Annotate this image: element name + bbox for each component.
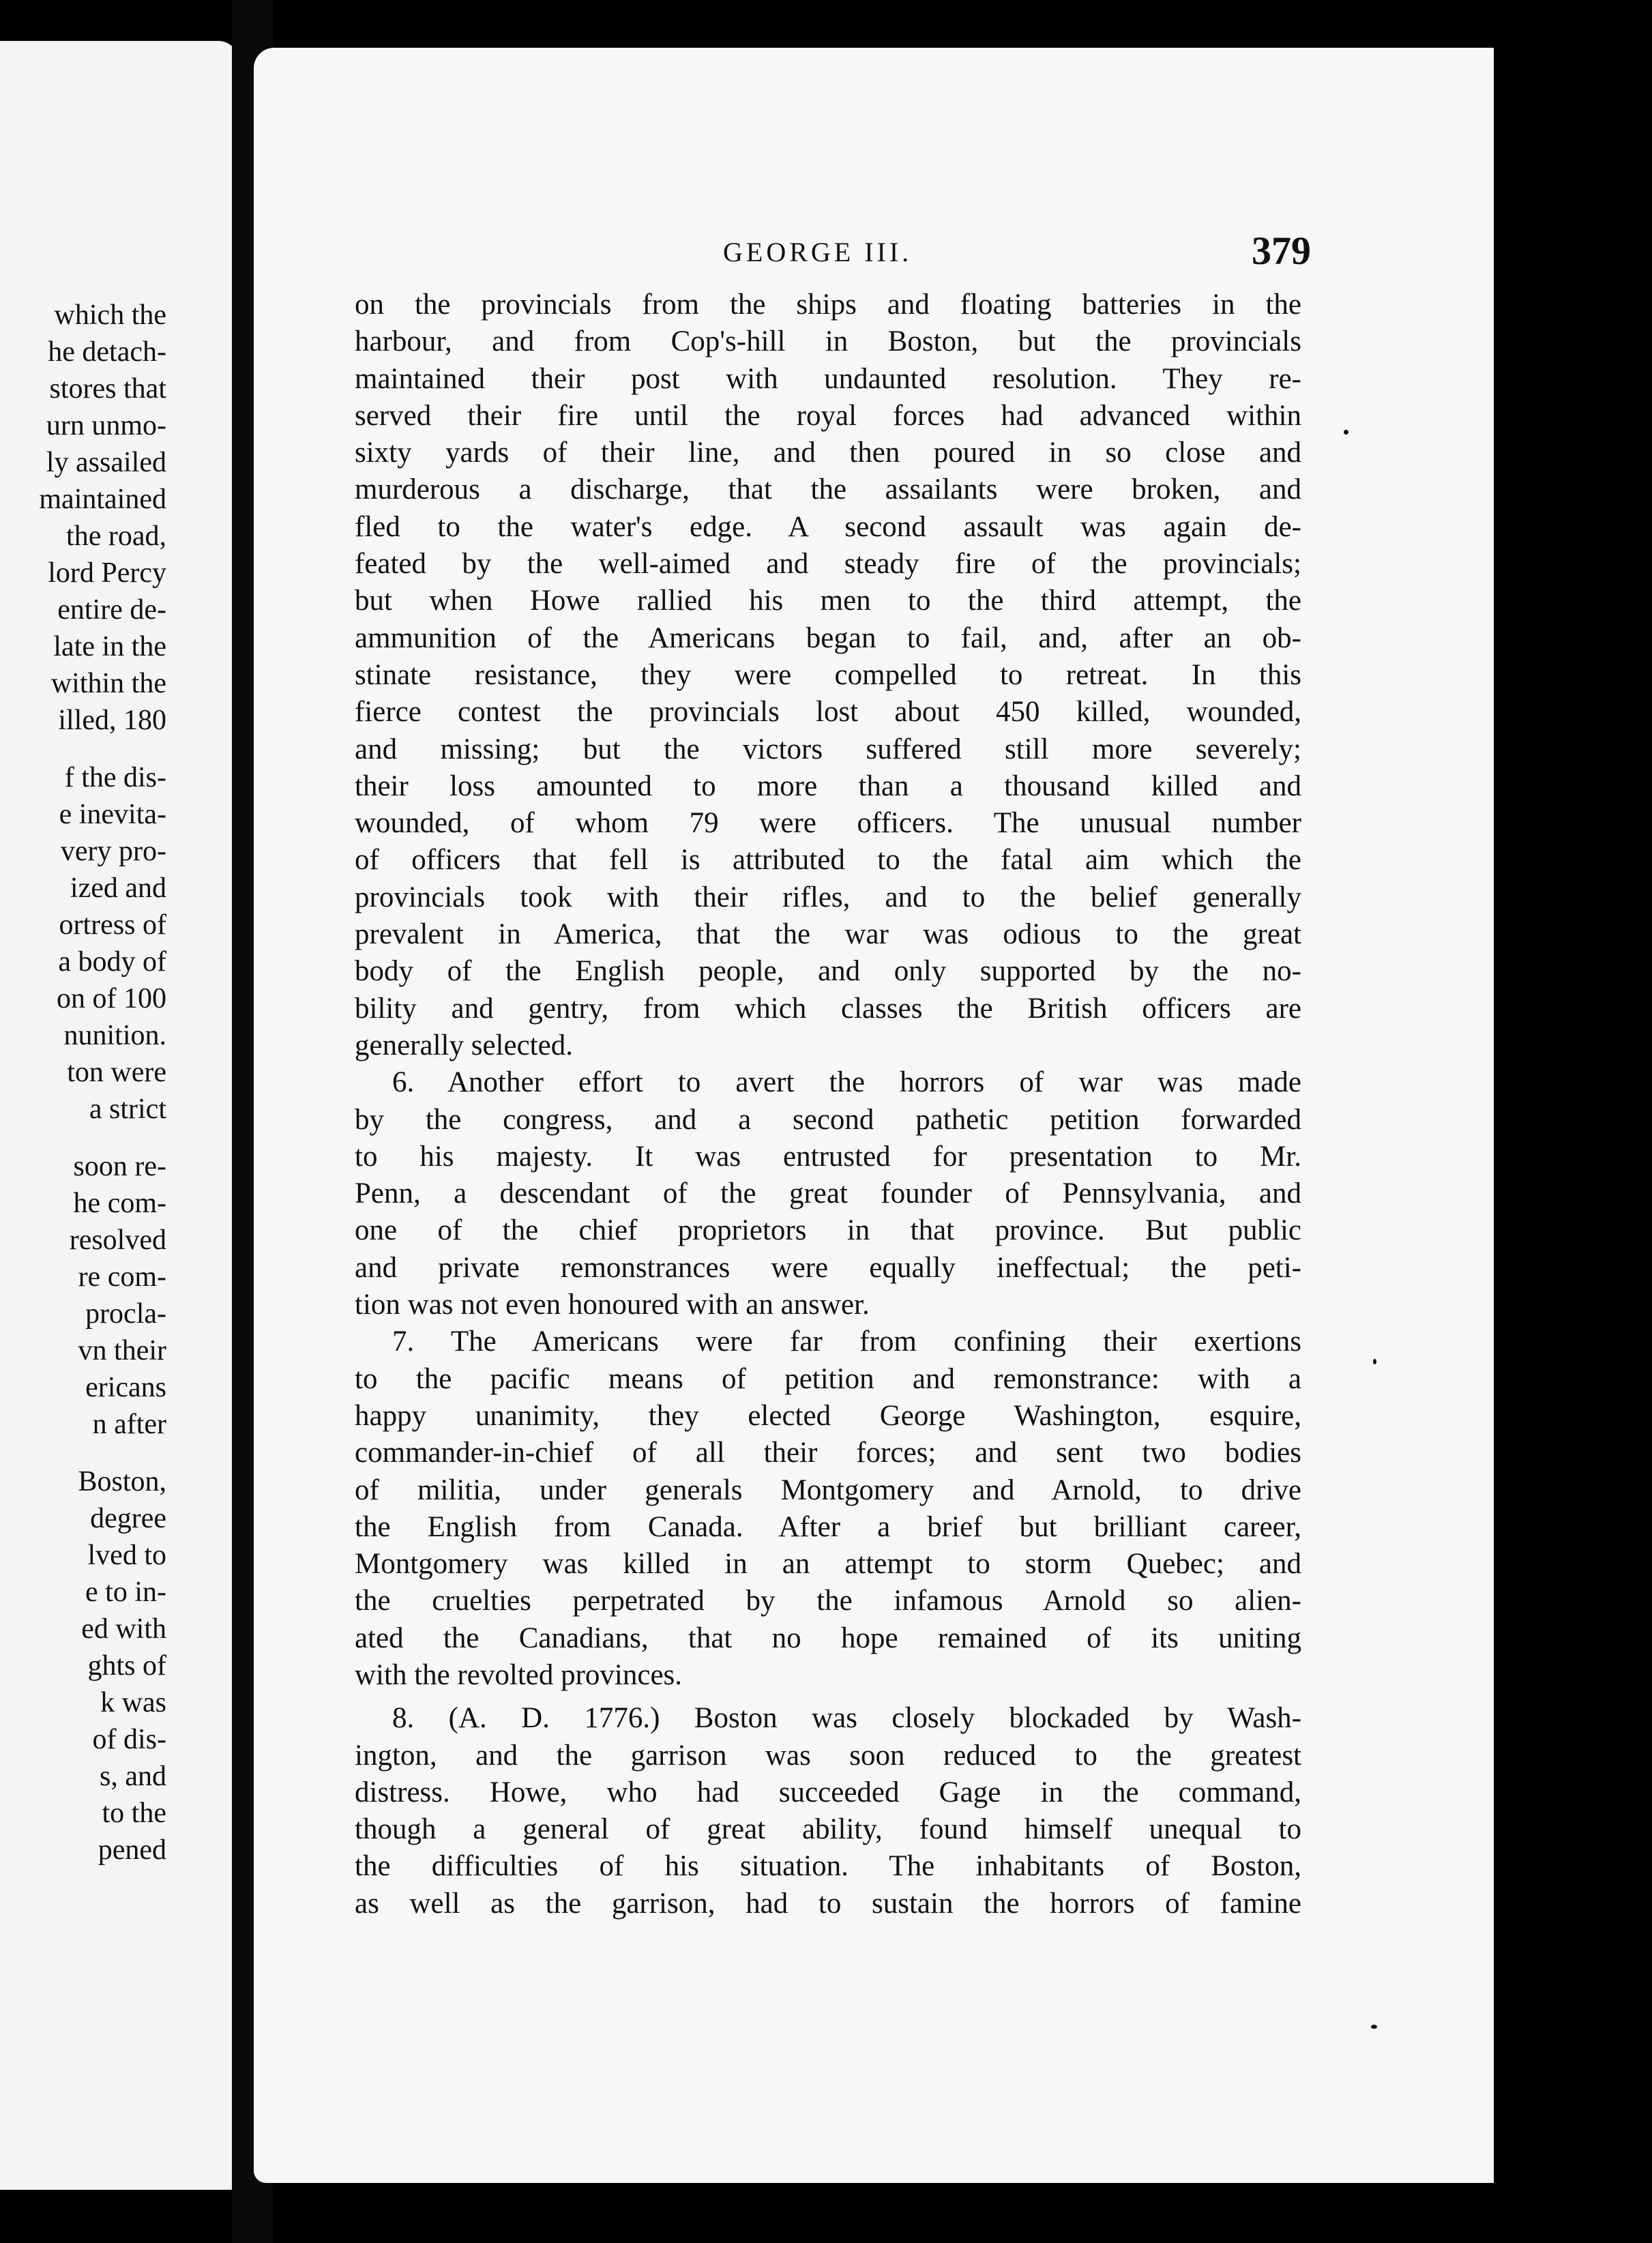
text-line: and private remonstrances were equally ineffectual; the peti- bbox=[355, 1251, 1301, 1284]
body-text bbox=[355, 287, 1301, 1922]
text-line: Penn, a descendant of the great founder of Pennsylvania, and bbox=[355, 1177, 1301, 1210]
text-line: body of the English people, and only supported by the no- bbox=[355, 955, 1301, 988]
left-line: e inevita- bbox=[59, 799, 166, 830]
text-line: murderous a discharge, that the assailants were broken, and bbox=[355, 473, 1301, 506]
text-line: of militia, under generals Montgomery and Arnold, to drive bbox=[355, 1474, 1301, 1506]
left-line: very pro- bbox=[60, 836, 166, 867]
left-line: vn their bbox=[78, 1335, 166, 1366]
left-line: ly assailed bbox=[46, 447, 166, 478]
left-line: e to in- bbox=[85, 1577, 166, 1608]
ink-speck bbox=[1344, 430, 1348, 435]
left-line: degree bbox=[90, 1503, 166, 1534]
text-line: fled to the water's edge. A second assault was again de- bbox=[355, 510, 1301, 543]
left-line: k was bbox=[100, 1687, 166, 1718]
text-line: their loss amounted to more than a thousand killed and bbox=[355, 769, 1301, 802]
left-line: lord Percy bbox=[48, 557, 166, 589]
text-line: tion was not even honoured with an answer. bbox=[355, 1289, 870, 1321]
text-line: happy unanimity, they elected George Washington, esquire, bbox=[355, 1399, 1301, 1432]
left-line: urn unmo- bbox=[46, 410, 166, 441]
text-line: served their fire until the royal forces had advanced within bbox=[355, 399, 1301, 432]
left-line: nunition. bbox=[63, 1020, 166, 1051]
text-line: but when Howe rallied his men to the third attempt, the bbox=[355, 585, 1301, 617]
text-line: ington, and the garrison was soon reduced to the greatest bbox=[355, 1739, 1301, 1772]
text-line: sixty yards of their line, and then poured in so close and bbox=[355, 437, 1301, 469]
text-line: bility and gentry, from which classes the British officers are bbox=[355, 992, 1301, 1025]
text-line: ammunition of the Americans began to fail, and, after an ob- bbox=[355, 621, 1301, 654]
left-line: a body of bbox=[58, 946, 166, 978]
left-line: a strict bbox=[89, 1094, 166, 1125]
left-line: ghts of bbox=[87, 1650, 166, 1682]
text-line: as well as the garrison, had to sustain the horrors of famine bbox=[355, 1887, 1301, 1920]
left-line: resolved bbox=[69, 1225, 166, 1256]
text-line: though a general of great ability, found himself unequal to bbox=[355, 1813, 1301, 1846]
text-line: distress. Howe, who had succeeded Gage in the command, bbox=[355, 1776, 1301, 1808]
text-line: on the provincials from the ships and floating batteries in the bbox=[355, 289, 1301, 321]
text-line: prevalent in America, that the war was odious to the great bbox=[355, 918, 1301, 951]
ink-speck bbox=[1371, 2025, 1377, 2029]
text-line: Montgomery was killed in an attempt to storm Quebec; and bbox=[355, 1548, 1301, 1581]
page-number: 379 bbox=[1252, 229, 1311, 273]
running-title: GEORGE III. bbox=[723, 237, 913, 267]
left-line: within the bbox=[50, 668, 166, 699]
text-line: stinate resistance, they were compelled to retreat. In this bbox=[355, 658, 1301, 691]
left-page-text bbox=[0, 297, 166, 1868]
text-line: the difficulties of his situation. The inhabitants of Boston, bbox=[355, 1850, 1301, 1883]
left-line: he com- bbox=[73, 1188, 166, 1219]
left-line: ized and bbox=[70, 873, 166, 904]
left-line: ericans bbox=[85, 1372, 166, 1403]
text-line: provincials took with their rifles, and to the belief generally bbox=[355, 881, 1301, 913]
left-line: pened bbox=[98, 1834, 166, 1866]
text-line: by the congress, and a second pathetic petition forwarded bbox=[355, 1103, 1301, 1136]
left-line: to the bbox=[102, 1798, 166, 1829]
left-line: s, and bbox=[100, 1761, 166, 1792]
text-line: generally selected. bbox=[355, 1029, 573, 1061]
left-line: re com- bbox=[78, 1261, 166, 1293]
text-line: the English from Canada. After a brief but brilliant career, bbox=[355, 1510, 1301, 1543]
text-line: wounded, of whom 79 were officers. The unusual number bbox=[355, 807, 1301, 840]
paragraph-start: 7. The Americans were far from confining their exertions bbox=[392, 1325, 1301, 1358]
right-page bbox=[254, 48, 1494, 2183]
left-line: which the bbox=[54, 299, 166, 331]
left-line: ton were bbox=[67, 1057, 166, 1088]
text-line: of officers that fell is attributed to the fatal aim which the bbox=[355, 844, 1301, 877]
text-line: the cruelties perpetrated by the infamous Arnold so alien- bbox=[355, 1585, 1301, 1617]
left-line: maintained bbox=[39, 484, 166, 515]
left-line: soon re- bbox=[73, 1151, 166, 1182]
left-line: illed, 180 bbox=[58, 705, 166, 736]
text-line: to the pacific means of petition and remonstrance: with a bbox=[355, 1362, 1301, 1395]
paragraph-start: 8. (A. D. 1776.) Boston was closely blockaded by Wash- bbox=[392, 1702, 1301, 1735]
left-page bbox=[0, 41, 239, 2190]
text-line: one of the chief proprietors in that province. But public bbox=[355, 1214, 1301, 1247]
left-line: he detach- bbox=[48, 336, 166, 368]
text-line: commander-in-chief of all their forces; and sent two bodies bbox=[355, 1437, 1301, 1469]
text-line: fierce contest the provincials lost about 450 killed, wounded, bbox=[355, 696, 1301, 729]
text-line: feated by the well-aimed and steady fire of the provincials; bbox=[355, 548, 1301, 581]
text-line: harbour, and from Cop's-hill in Boston, but the provincials bbox=[355, 325, 1301, 358]
left-line: on of 100 bbox=[57, 983, 166, 1014]
running-head bbox=[254, 226, 1494, 274]
text-line: maintained their post with undaunted resolution. They re- bbox=[355, 362, 1301, 395]
left-line: of dis- bbox=[92, 1724, 166, 1755]
left-line: ortress of bbox=[59, 909, 166, 941]
left-line: the road, bbox=[66, 521, 166, 552]
left-line: procla- bbox=[85, 1298, 166, 1330]
left-line: f the dis- bbox=[64, 762, 166, 793]
left-line: late in the bbox=[53, 631, 166, 662]
left-line: Boston, bbox=[78, 1466, 166, 1497]
left-line: n after bbox=[92, 1409, 166, 1440]
left-line: stores that bbox=[49, 373, 166, 405]
left-line: lved to bbox=[87, 1540, 166, 1571]
left-line: entire de- bbox=[57, 594, 166, 626]
text-line: and missing; but the victors suffered still more severely; bbox=[355, 733, 1301, 765]
text-line: with the revolted provinces. bbox=[355, 1658, 683, 1691]
text-line: ated the Canadians, that no hope remained of its uniting bbox=[355, 1622, 1301, 1654]
text-line: to his majesty. It was entrusted for presentation to Mr. bbox=[355, 1140, 1301, 1173]
left-line: ed with bbox=[81, 1613, 166, 1645]
paragraph-start: 6. Another effort to avert the horrors of war was made bbox=[392, 1066, 1301, 1099]
ink-speck bbox=[1373, 1359, 1376, 1364]
